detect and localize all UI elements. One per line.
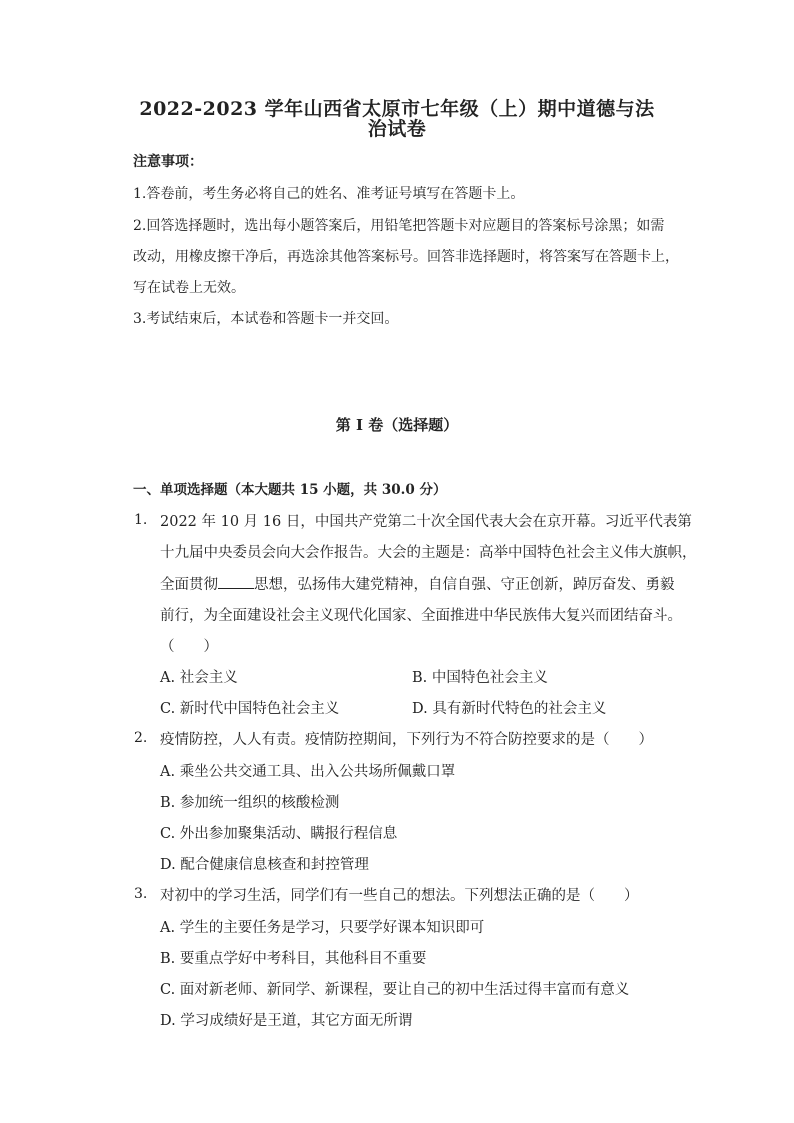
answer-blank xyxy=(218,574,254,589)
exam-title-line-2: 治试卷 xyxy=(367,118,427,140)
question-3-stem: 对初中的学习生活，同学们有一些自己的想法。下列想法正确的是（ ） xyxy=(160,888,639,904)
note-2-cont: 改动，用橡皮擦干净后，再选涂其他答案标号。回答非选择题时，将答案写在答题卡上， xyxy=(133,249,679,265)
question-3-option-c: C. 面对新老师、新同学、新课程，要让自己的初中生活过得丰富而有意义 xyxy=(160,982,630,998)
question-3-option-d: D. 学习成绩好是王道，其它方面无所谓 xyxy=(160,1013,413,1029)
question-1-line-2: 十九届中央委员会向大会作报告。大会的主题是：高举中国特色社会主义伟大旗帜， xyxy=(160,545,697,561)
notes-heading: 注意事项： xyxy=(133,154,203,170)
exam-title-line-1: 2022-2023 学年山西省太原市七年级（上）期中道德与法 xyxy=(139,98,655,120)
question-3-number: 3. xyxy=(134,886,148,902)
note-3: 3.考试结束后，本试卷和答题卡一并交回。 xyxy=(133,311,399,327)
question-2-option-c: C. 外出参加聚集活动、瞒报行程信息 xyxy=(160,826,398,842)
question-1-line-4: 前行，为全面建设社会主义现代化国家、全面推进中华民族伟大复兴而团结奋斗。 xyxy=(160,608,682,624)
question-3-option-a: A. 学生的主要任务是学习，只要学好课本知识即可 xyxy=(160,920,485,936)
question-2-number: 2. xyxy=(134,730,148,746)
note-1: 1.答卷前，考生务必将自己的姓名、准考证号填写在答题卡上。 xyxy=(133,186,525,202)
question-2-option-a: A. 乘坐公共交通工具、出入公共场所佩戴口罩 xyxy=(160,764,456,780)
question-2-option-b: B. 参加统一组织的核酸检测 xyxy=(160,795,340,811)
note-2: 2.回答选择题时，选出每小题答案后，用铅笔把答题卡对应题目的答案标号涂黑；如需 xyxy=(133,218,665,234)
question-1-number: 1. xyxy=(134,512,148,528)
question-1-line-1: 2022 年 10 月 16 日，中国共产党第二十次全国代表大会在京开幕。习近平代表第 xyxy=(160,514,692,530)
question-1-line-3-prefix: 全面贯彻 xyxy=(160,577,218,593)
question-1-line-3 xyxy=(160,573,675,594)
question-1-option-d: D. 具有新时代特色的社会主义 xyxy=(412,701,607,717)
note-2-end: 写在试卷上无效。 xyxy=(133,280,245,296)
section-title: 第 I 卷（选择题） xyxy=(335,416,459,434)
question-2-option-d: D. 配合健康信息核查和封控管理 xyxy=(160,857,369,873)
question-1-paren: （ ） xyxy=(160,639,218,655)
question-1-option-b: B. 中国特色社会主义 xyxy=(412,670,548,686)
question-1-line-3-rest: 思想，弘扬伟大建党精神，自信自强、守正创新，踔厉奋发、勇毅 xyxy=(254,577,675,593)
part-title: 一、单项选择题（本大题共 15 小题，共 30.0 分） xyxy=(133,482,447,498)
question-2-stem: 疫情防控，人人有责。疫情防控期间，下列行为不符合防控要求的是（ ） xyxy=(160,732,653,748)
question-1-option-a: A. 社会主义 xyxy=(160,670,238,686)
question-3-option-b: B. 要重点学好中考科目，其他科目不重要 xyxy=(160,951,427,967)
question-1-option-c: C. 新时代中国特色社会主义 xyxy=(160,701,340,717)
